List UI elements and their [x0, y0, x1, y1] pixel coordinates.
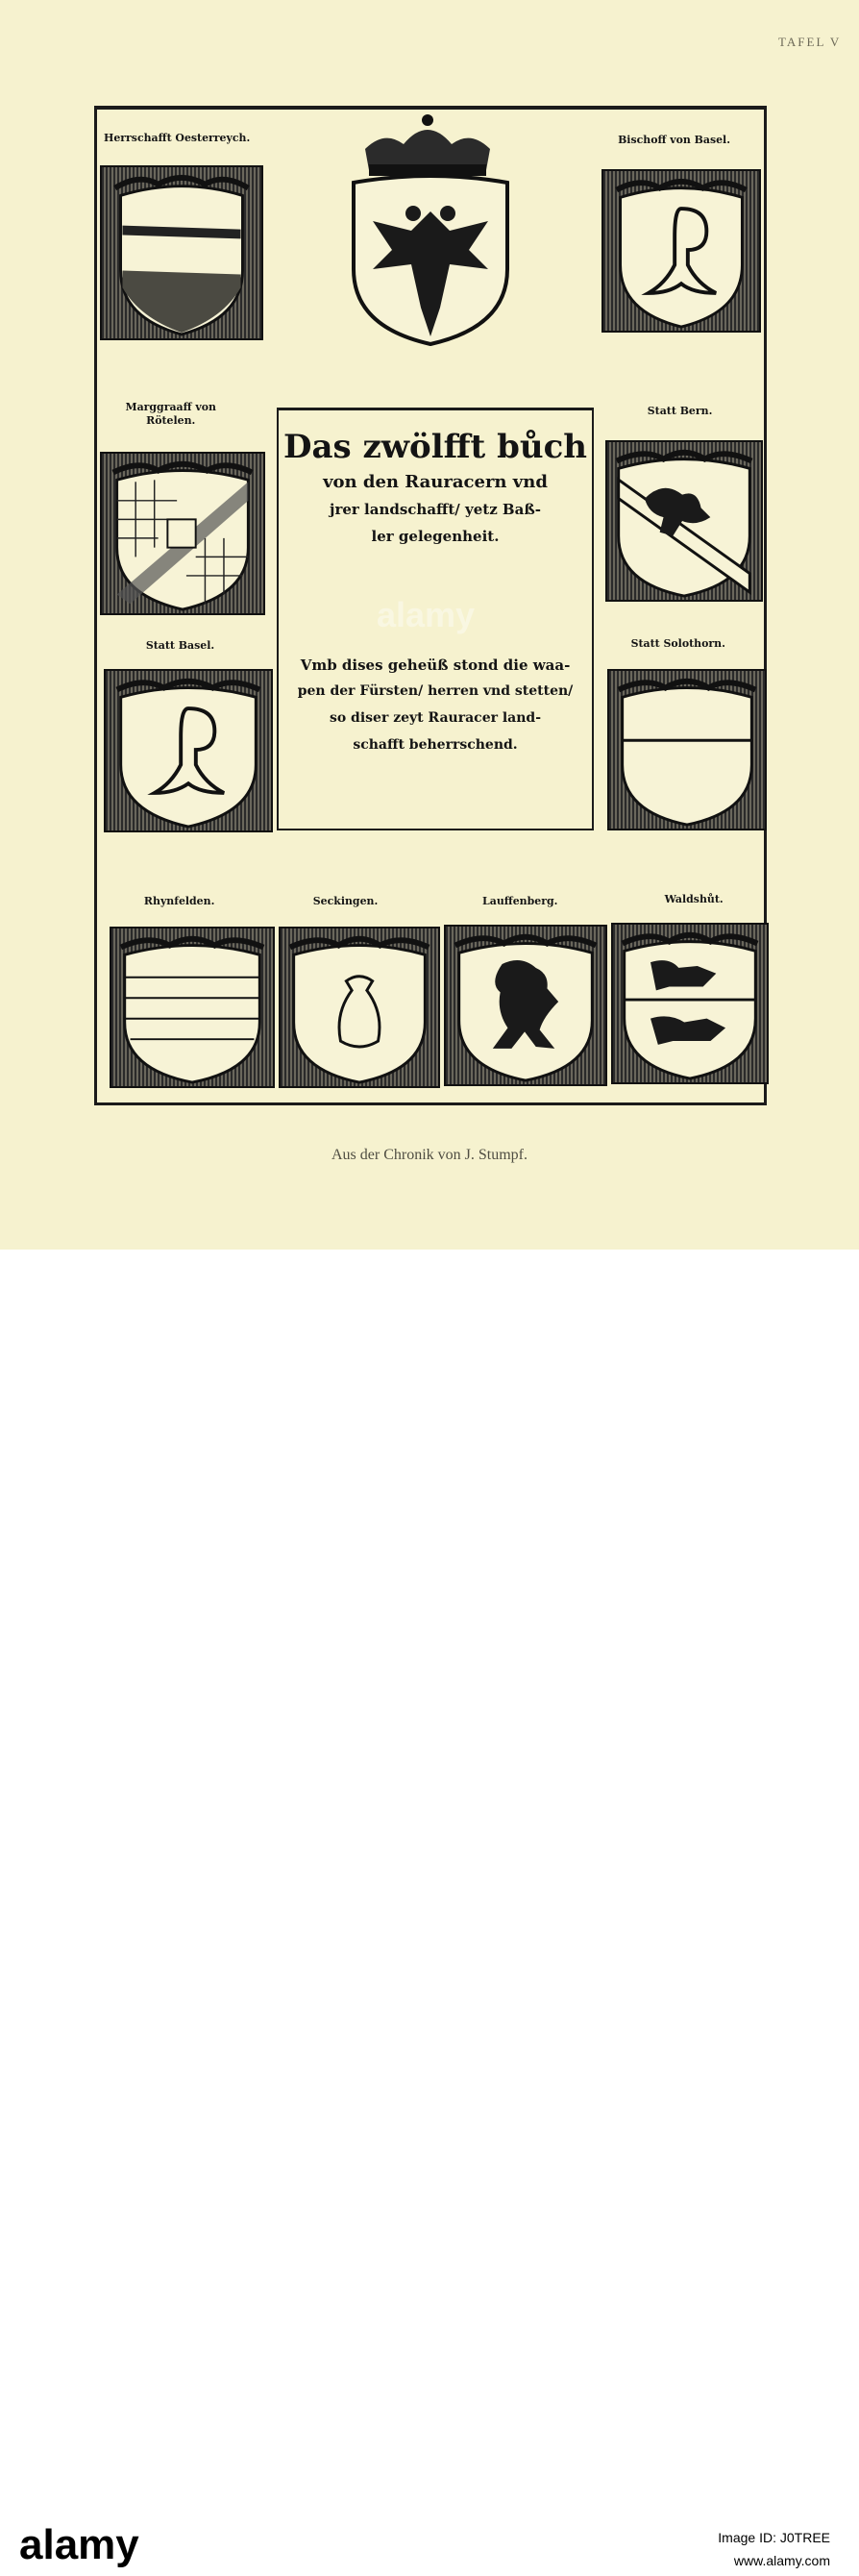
alamy-logo[interactable] — [15, 2509, 179, 2576]
label-solothorn: Statt Solothorn. — [630, 636, 725, 650]
book-plate-page — [0, 0, 859, 1250]
label-lauffenberg: Lauffenberg. — [482, 894, 558, 907]
svg-text:alamy: alamy — [19, 2521, 139, 2568]
label-roetelen — [125, 400, 215, 427]
label-bischoff-basel: Bischoff von Basel. — [618, 133, 731, 146]
shield-waldshuet — [611, 923, 769, 1084]
label-bern: Statt Bern. — [647, 404, 713, 417]
site-url[interactable]: www.alamy.com — [733, 2553, 830, 2568]
watermark — [377, 596, 482, 644]
shield-oesterreich — [100, 165, 263, 340]
plate-number: TAFEL V — [778, 35, 842, 49]
label-basel: Statt Basel. — [145, 638, 215, 652]
shield-seckingen — [279, 927, 440, 1088]
shield-imperial-eagle — [344, 173, 517, 346]
title-line-2: von den Rauracern vnd — [323, 472, 548, 492]
para-line-3: so diser zeyt Rauracer land- — [329, 710, 542, 726]
title-line-4: ler gelegenheit. — [371, 528, 500, 545]
shield-lauffenberg — [444, 925, 607, 1086]
crown-icon — [356, 111, 500, 180]
title-heading: Das zwölfft bůch — [282, 428, 588, 466]
label-waldshuet: Waldshůt. — [664, 892, 724, 905]
label-rhynfelden: Rhynfelden. — [143, 894, 215, 907]
para-line-4: schafft beherrschend. — [353, 737, 518, 753]
label-oesterreich: Herrschafft Oesterreych. — [104, 131, 251, 144]
image-id: Image ID: J0TREE — [718, 2530, 830, 2545]
para-line-1: Vmb dises geheüß stond die waa- — [300, 656, 571, 674]
plate-caption: Aus der Chronik von J. Stumpf. — [331, 1147, 528, 1163]
title-line-3: jrer landschafft/ yetz Baß- — [330, 501, 541, 518]
shield-roetelen — [100, 452, 265, 615]
label-seckingen: Seckingen. — [312, 894, 379, 907]
shield-bern — [605, 440, 763, 602]
para-line-2: pen der Fürsten/ herren vnd stetten/ — [297, 683, 574, 699]
svg-text:alamy: alamy — [377, 596, 476, 634]
shield-solothorn — [607, 669, 767, 830]
stock-footer — [0, 1250, 859, 2568]
shield-rhynfelden — [110, 927, 275, 1088]
label-roetelen-line2: Rötelen. — [146, 413, 196, 427]
shield-bischoff-basel — [601, 169, 761, 333]
shield-statt-basel — [104, 669, 273, 832]
label-roetelen-line1: Marggraaff von — [125, 400, 216, 413]
watermark-logo — [377, 596, 482, 634]
